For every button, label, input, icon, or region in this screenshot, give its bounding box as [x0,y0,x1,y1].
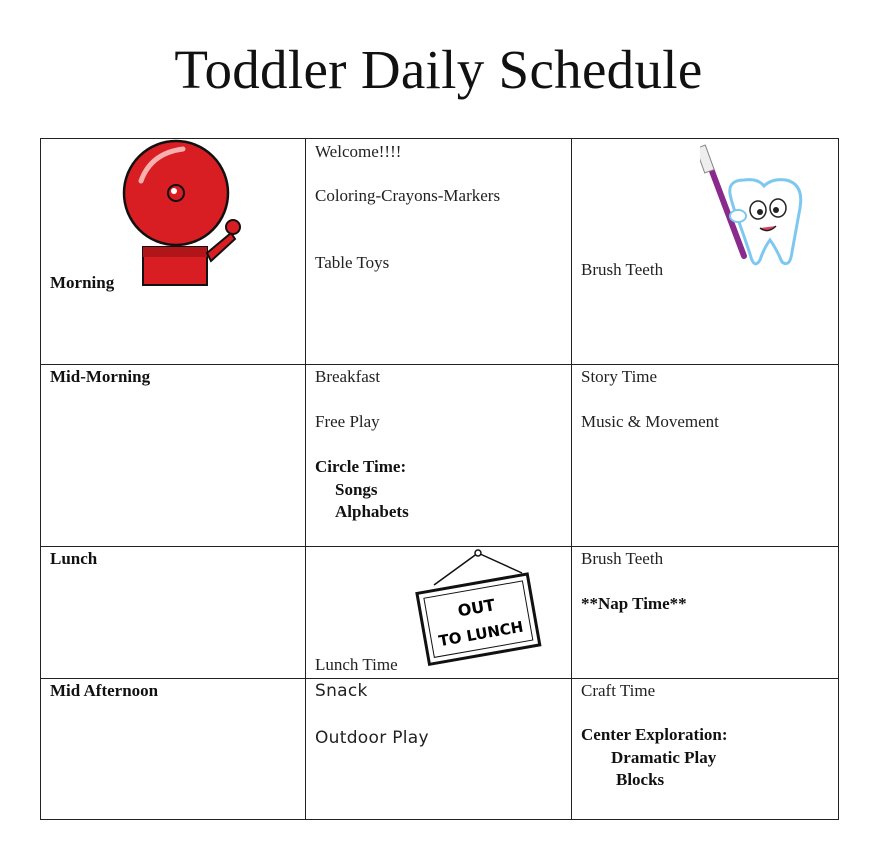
table-row [41,547,839,679]
activity-cell [572,547,839,679]
activity-cell [572,139,839,365]
activity-item: Music & Movement [581,412,719,431]
sign-line-1: OUT [456,595,497,621]
activity-cell [306,365,572,547]
schedule-table [40,138,839,820]
table-row [41,365,839,547]
activity-cell [306,139,572,365]
period-cell [41,547,306,679]
activity-cell [306,679,572,820]
period-label: Lunch [50,549,98,568]
activity-item: **Nap Time** [581,594,687,613]
activity-cell [572,679,839,820]
activity-item: Story Time [581,367,658,386]
activity-subitem: Songs [335,480,378,499]
activity-item: Brush Teeth [581,260,664,279]
activity-item: Circle Time: [315,457,407,476]
activity-subitem: Blocks [616,770,665,789]
period-cell [41,139,306,365]
period-label: Mid Afternoon [50,681,159,700]
period-cell [41,365,306,547]
out-to-lunch-sign-icon [414,547,544,667]
activity-item: Craft Time [581,681,656,700]
period-label: Morning [50,273,115,292]
activity-item: Free Play [315,412,380,431]
activity-item: Brush Teeth [581,549,664,568]
activity-cell [572,365,839,547]
period-cell [41,679,306,820]
activity-cell [306,547,572,679]
table-row [41,679,839,820]
period-label: Mid-Morning [50,367,151,386]
activity-item: Breakfast [315,367,381,386]
alarm-bell-icon [119,139,249,289]
page-title: Toddler Daily Schedule [174,39,703,100]
activity-item: Welcome!!!! [315,142,402,161]
activity-item: Table Toys [315,253,390,272]
activity-item: Outdoor Play [315,728,429,748]
activity-item: Snack [315,681,368,701]
toothbrush-tooth-icon [700,144,820,274]
activity-subitem: Alphabets [335,502,409,521]
table-row [41,139,839,365]
activity-item: Coloring-Crayons-Markers [315,186,501,205]
activity-item: Center Exploration: [581,725,728,744]
activity-subitem: Dramatic Play [611,748,717,767]
activity-item: Lunch Time [315,655,398,674]
sign-line-2: TO LUNCH [437,617,525,651]
